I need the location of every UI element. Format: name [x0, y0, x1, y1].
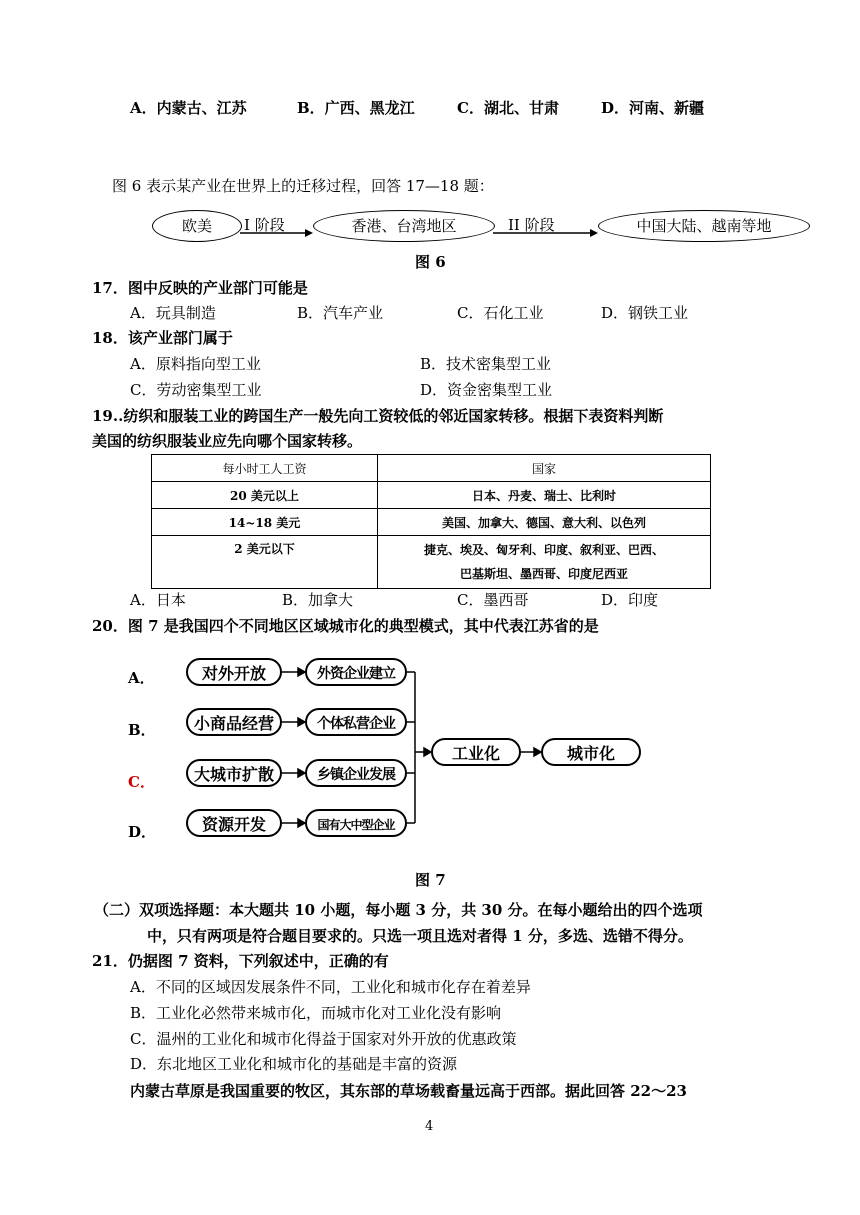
- fig7-box-small-commodity: 小商品经营: [186, 708, 282, 736]
- q18-option-c: C．劳动密集型工业: [130, 381, 262, 399]
- page-number: 4: [425, 1119, 434, 1134]
- q19-option-c: C．墨西哥: [457, 591, 529, 609]
- fig7-box-township-enterprise: 乡镇企业发展: [305, 759, 407, 787]
- q17-option-b: B．汽车产业: [297, 304, 384, 322]
- q19-stem-line2: 美国的纺织服装业应先向哪个国家转移。: [92, 432, 363, 450]
- fig6-caption: 图 6: [415, 253, 446, 271]
- q18-option-d: D．资金密集型工业: [420, 381, 553, 399]
- intro-17-18: 图 6 表示某产业在世界上的迁移过程，回答 17—18 题：: [112, 177, 494, 195]
- fig6-node-europe-america: 欧美: [152, 210, 242, 242]
- table-cell-line: 捷克、埃及、匈牙利、印度、叙利亚、巴西、: [423, 543, 664, 557]
- q20-stem: 20．图 7 是我国四个不同地区区域城市化的典型模式，其中代表江苏省的是: [92, 617, 599, 635]
- table-cell: 2 美元以下: [152, 536, 378, 589]
- q18-stem: 18．该产业部门属于: [92, 329, 233, 347]
- q17-option-a: A．玩具制造: [130, 304, 216, 322]
- fig6-node-hk-tw: 香港、台湾地区: [313, 210, 495, 242]
- table-cell: 日本、丹麦、瑞士、比利时: [378, 482, 711, 509]
- section2-line1: （二）双项选择题：本大题共 10 小题，每小题 3 分，共 30 分。在每小题给出的四个选项: [94, 901, 703, 919]
- q21-option-a: A．不同的区域因发展条件不同，工业化和城市化存在着差异: [130, 978, 531, 996]
- fig7-caption: 图 7: [415, 871, 446, 889]
- option-a: A．内蒙古、江苏: [130, 99, 247, 117]
- q21-option-d: D．东北地区工业化和城市化的基础是丰富的资源: [130, 1055, 458, 1073]
- table-header: 国家: [378, 455, 711, 482]
- option-c: C．湖北、甘肃: [457, 99, 559, 117]
- q19-stem-line1: 19..纺织和服装工业的跨国生产一般先向工资较低的邻近国家转移。根据下表资料判断: [92, 407, 664, 425]
- fig6-stage1-label: I 阶段: [244, 216, 285, 234]
- fig7-box-industrialization: 工业化: [431, 738, 521, 766]
- fig7-label-d: D．: [128, 823, 157, 841]
- q19-option-d: D．印度: [601, 591, 659, 609]
- table-header: 每小时工人工资: [152, 455, 378, 482]
- fig7-label-a: A．: [128, 669, 155, 687]
- table-cell: 20 美元以上: [152, 482, 378, 509]
- intro-22-23: 内蒙古草原是我国重要的牧区，其东部的草场载畜量远高于西部。据此回答 22～23: [130, 1082, 687, 1100]
- q18-option-a: A．原料指向型工业: [130, 355, 261, 373]
- table-cell-line: 巴基斯坦、墨西哥、印度尼西亚: [459, 567, 628, 581]
- q17-stem: 17．图中反映的产业部门可能是: [92, 279, 308, 297]
- fig6-stage2-label: II 阶段: [508, 216, 555, 234]
- q19-option-b: B．加拿大: [282, 591, 354, 609]
- fig7-box-urbanization: 城市化: [541, 738, 641, 766]
- section2-line2: 中，只有两项是符合题目要求的。只选一项且选对者得 1 分，多选、选错不得分。: [147, 927, 693, 945]
- q21-stem: 21．仍据图 7 资料，下列叙述中，正确的有: [92, 952, 389, 970]
- fig7-box-private-enterprise: 个体私营企业: [305, 708, 407, 736]
- fig7-box-open-up: 对外开放: [186, 658, 282, 686]
- table-cell: 14~18 美元: [152, 509, 378, 536]
- option-b: B．广西、黑龙江: [297, 99, 415, 117]
- fig6-node-mainland-vietnam: 中国大陆、越南等地: [598, 210, 810, 242]
- fig7-box-city-diffusion: 大城市扩散: [186, 759, 282, 787]
- q21-option-c: C．温州的工业化和城市化得益于国家对外开放的优惠政策: [130, 1030, 517, 1048]
- fig7-label-c: C．: [128, 773, 155, 791]
- table-cell: 美国、加拿大、德国、意大利、以色列: [378, 509, 711, 536]
- fig7-box-resource-dev: 资源开发: [186, 809, 282, 837]
- option-d: D．河南、新疆: [601, 99, 705, 117]
- q17-option-d: D．钢铁工业: [601, 304, 689, 322]
- q21-option-b: B．工业化必然带来城市化，而城市化对工业化没有影响: [130, 1004, 502, 1022]
- q17-option-c: C．石化工业: [457, 304, 544, 322]
- fig7-box-state-enterprise: 国有大中型企业: [305, 809, 407, 837]
- fig7-label-b: B．: [128, 721, 156, 739]
- fig7-box-foreign-enterprise: 外资企业建立: [305, 658, 407, 686]
- q18-option-b: B．技术密集型工业: [420, 355, 552, 373]
- q19-option-a: A．日本: [130, 591, 186, 609]
